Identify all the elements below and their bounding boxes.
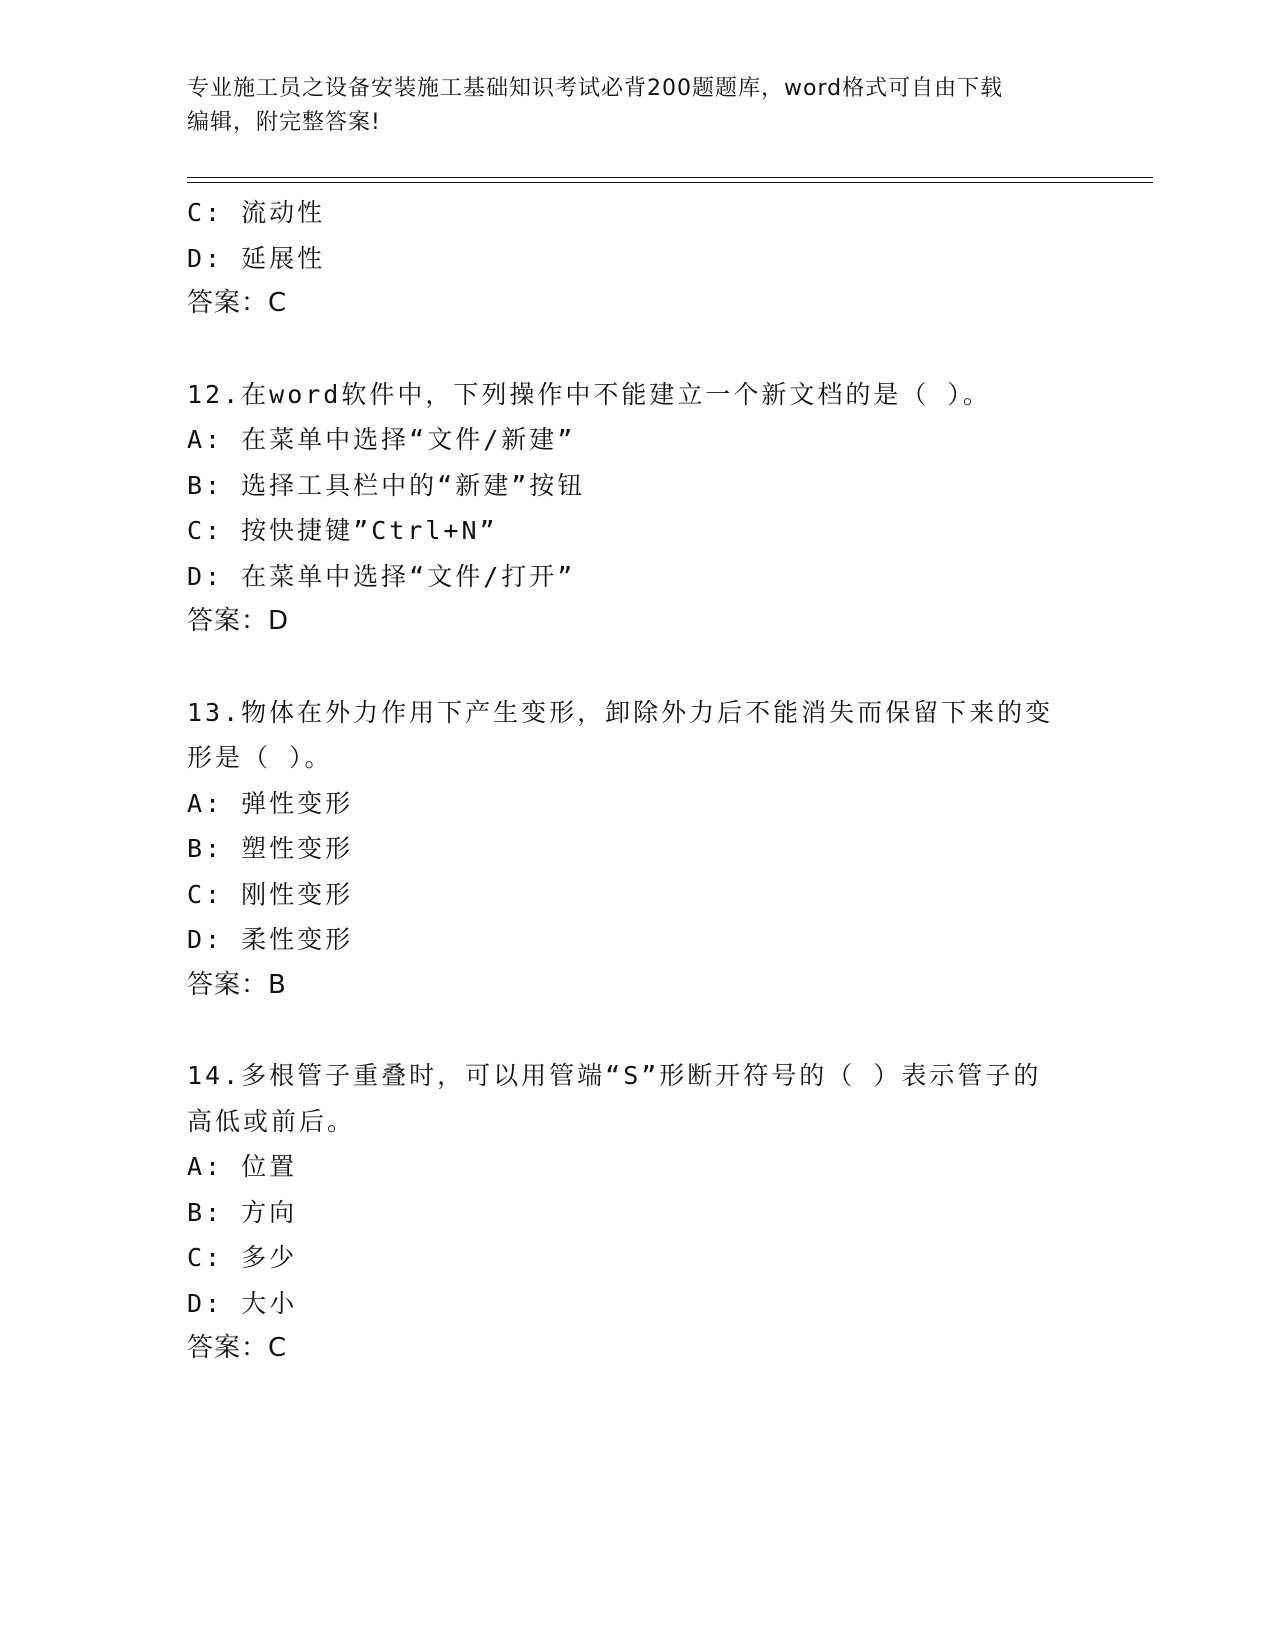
question-stem [187,1053,1067,1144]
question-stem [187,690,1067,781]
question-stem-line: 12.在word软件中，下列操作中不能建立一个新文档的是（ ）。 [187,379,991,409]
question-stem [187,372,1067,418]
answer-line: 答案：B [187,969,287,1000]
option-d: D: 延展性 [187,243,326,273]
document-header [187,72,1067,140]
question-14 [187,1053,1127,1372]
option-d: D: 柔性变形 [187,925,354,954]
header-divider-bottom [187,182,1153,183]
option-a: A: 弹性变形 [187,788,354,818]
question-list [187,190,1127,1372]
option-c: C: 按快捷键”Ctrl+N” [187,516,498,545]
option-b: B: 方向 [187,1197,298,1227]
option-c: C: 刚性变形 [187,879,354,909]
option-a: A: 在菜单中选择“文件/新建” [187,425,576,454]
option-a: A: 位置 [187,1152,298,1181]
option-d: D: 大小 [187,1288,298,1318]
option-c: C: 流动性 [187,198,326,227]
answer-line: 答案：C [187,1333,288,1363]
answer-line: 答案：C [187,288,288,318]
question-stem-line: 13.物体在外力作用下产生变形，卸除外力后不能消失而保留下来的变 [187,697,1054,727]
question-stem-line: 形是（ ）。 [187,743,333,772]
question-13 [187,690,1127,1009]
option-c: C: 多少 [187,1243,298,1272]
question-stem-line: 14.多根管子重叠时，可以用管端“S”形断开符号的（ ）表示管子的 [187,1061,1042,1090]
option-d: D: 在菜单中选择“文件/打开” [187,561,576,591]
question-12 [187,372,1127,645]
header-divider-top [187,177,1153,178]
option-b: B: 塑性变形 [187,834,354,863]
question-stem-line: 高低或前后。 [187,1106,356,1136]
option-b: B: 选择工具栏中的“新建”按钮 [187,470,586,500]
header-line-2: 编辑，附完整答案! [187,110,381,135]
header-line-1: 专业施工员之设备安装施工基础知识考试必背200题题库，word格式可自由下载 [187,76,1004,101]
previous-question-tail [187,190,1127,327]
answer-line: 答案：D [187,606,290,636]
